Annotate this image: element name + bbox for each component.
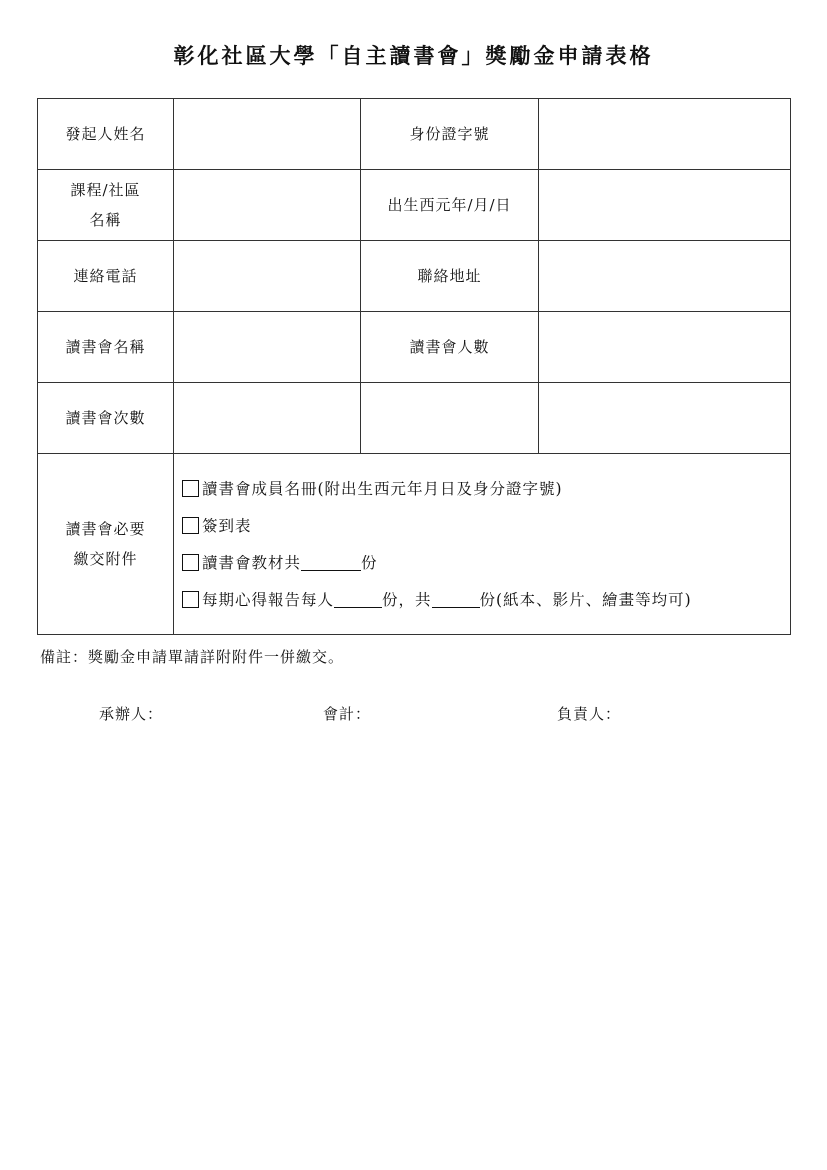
club-members-field[interactable]	[539, 312, 791, 383]
address-field[interactable]	[539, 241, 791, 312]
roster-text: 讀書會成員名冊(附出生西元年月日及身分證字號)	[202, 479, 563, 498]
club-name-label: 讀書會名稱	[38, 312, 174, 383]
phone-field[interactable]	[174, 241, 361, 312]
course-community-field[interactable]	[174, 170, 361, 241]
empty-cell[interactable]	[361, 383, 539, 454]
table-row	[38, 99, 791, 170]
page-title: 彰化社區大學「自主讀書會」獎勵金申請表格	[173, 43, 654, 68]
applicant-name-field[interactable]	[174, 99, 361, 170]
attachments-label-line2: 繳交附件	[73, 550, 138, 568]
id-number-field[interactable]	[539, 99, 791, 170]
reports-prefix: 每期心得報告每人	[202, 590, 335, 609]
course-community-label-line1: 課程/社區	[70, 181, 141, 199]
reports-suffix: 份(紙本、影片、繪畫等均可)	[479, 590, 692, 609]
empty-cell[interactable]	[539, 383, 791, 454]
birthdate-label: 出生西元年/月/日	[361, 170, 539, 241]
reports-item	[182, 581, 784, 618]
signin-checkbox[interactable]	[182, 517, 199, 534]
reports-mid: 份，共	[382, 590, 432, 609]
phone-label: 連絡電話	[38, 241, 174, 312]
birthdate-field[interactable]	[539, 170, 791, 241]
attachments-label-line1: 讀書會必要	[65, 520, 146, 538]
attachments-checklist	[174, 454, 791, 635]
attachments-label	[38, 454, 174, 635]
accounting-signature-label: 會計：	[323, 705, 372, 723]
reports-per-person-blank[interactable]	[334, 591, 382, 608]
club-sessions-label: 讀書會次數	[38, 383, 174, 454]
table-row	[38, 454, 791, 635]
materials-prefix: 讀書會教材共	[202, 553, 302, 572]
materials-checkbox[interactable]	[182, 554, 199, 571]
materials-count-blank[interactable]	[301, 554, 361, 571]
reports-checkbox[interactable]	[182, 591, 199, 608]
club-members-label: 讀書會人數	[361, 312, 539, 383]
club-name-field[interactable]	[174, 312, 361, 383]
signin-item	[182, 507, 784, 544]
course-community-label	[38, 170, 174, 241]
application-form-table	[37, 98, 791, 635]
form-note: 備註：獎勵金申請單請詳附附件一併繳交。	[40, 648, 345, 666]
reports-total-blank[interactable]	[432, 591, 480, 608]
table-row	[38, 170, 791, 241]
club-sessions-field[interactable]	[174, 383, 361, 454]
applicant-name-label: 發起人姓名	[38, 99, 174, 170]
materials-suffix: 份	[361, 553, 378, 572]
responsible-signature-label: 負責人：	[557, 705, 622, 723]
id-number-label: 身份證字號	[361, 99, 539, 170]
roster-checkbox[interactable]	[182, 480, 199, 497]
table-row	[38, 241, 791, 312]
table-row	[38, 383, 791, 454]
roster-item	[182, 470, 784, 507]
table-row	[38, 312, 791, 383]
materials-item	[182, 544, 784, 581]
address-label: 聯絡地址	[361, 241, 539, 312]
handler-signature-label: 承辦人：	[99, 705, 164, 723]
course-community-label-line2: 名稱	[89, 211, 122, 229]
signin-text: 簽到表	[202, 516, 252, 535]
